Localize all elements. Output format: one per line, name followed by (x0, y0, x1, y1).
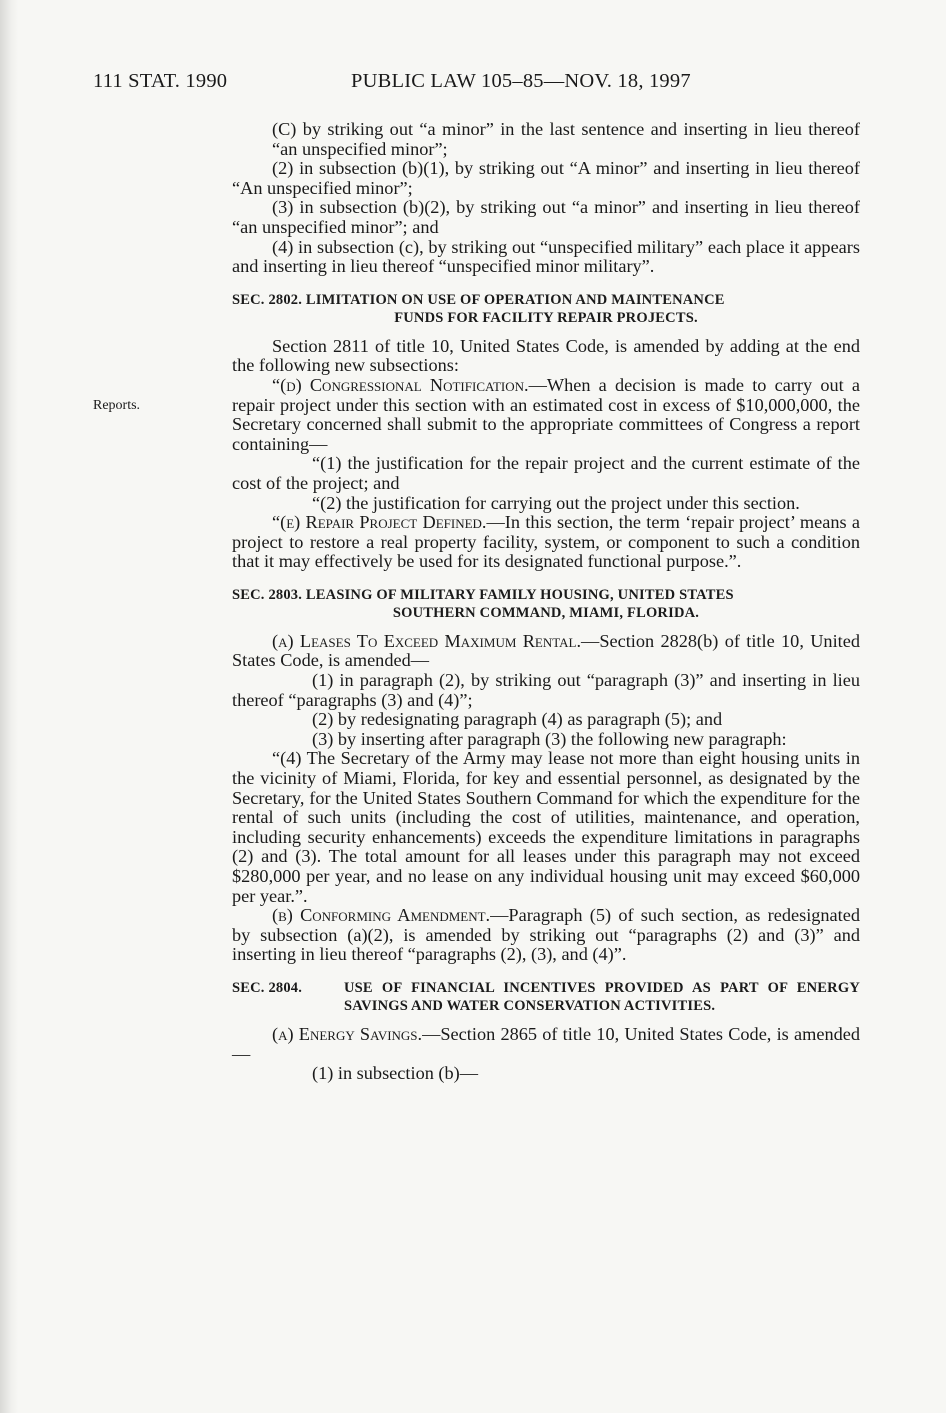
public-law-citation: PUBLIC LAW 105–85—NOV. 18, 1997 (351, 70, 691, 92)
paragraph-4: (4) in subsection (c), by striking out “unspecified military” each place it appears and inserting in lieu thereof “unspecified minor military”. (232, 236, 860, 277)
paragraph-d2: “(2) the justification for carrying out the project under this section. (312, 492, 800, 513)
section-heading-2803 (232, 586, 860, 622)
subsection-a (232, 632, 860, 671)
paragraph-2: (2) in subsection (b)(1), by striking out “A minor” and inserting in lieu thereof “An unspecified minor”; (232, 158, 860, 198)
section-heading-2802 (232, 291, 860, 327)
paragraph-a4: “(4) The Secretary of the Army may lease not more than eight housing units in the vicinity of Miami, Florida, for key and essential personnel, as designated by the Secretary, for the United States Southern Command for which the expenditure for the rental of such units (including the cost of utilities, maintenance, and operation, including security enhancements) exceeds the expenditure limitations in paragraphs (2) and (3). The total amount for all leases under this paragraph may not exceed $280,000 per year, and no lease on any individual housing unit may exceed $60,000 per year.”. (232, 748, 860, 906)
subsection-a-energy (232, 1025, 860, 1064)
subsection-text: —Section 2828(b) of title 10, United States Code, is amended— (232, 630, 860, 671)
subsection-text: —In this section, the term ‘repair project’ means a project to restore a real property facility, system, or component to such a condition that it may effectively be used for its designated functional purpose.”. (232, 512, 860, 572)
subsection-text: —When a decision is made to carry out a repair project under this section with an estimated cost in excess of $10,000,000, the Secretary concerned shall submit to the appropriate committees of Congress a report containing— (232, 374, 860, 454)
section-heading-line: FUNDS FOR FACILITY REPAIR PROJECTS. (394, 309, 698, 326)
subsection-b (232, 906, 860, 965)
subsection-d (232, 376, 860, 454)
paragraph-energy-1: (1) in subsection (b)— (312, 1063, 479, 1084)
paragraph-a3: (3) by inserting after paragraph (3) the following new paragraph: (312, 728, 787, 749)
paragraph-a2: (2) by redesignating paragraph (4) as paragraph (5); and (312, 709, 723, 730)
subsection-heading: (a) Energy Savings. (272, 1023, 423, 1044)
section-heading-line: SOUTHERN COMMAND, MIAMI, FLORIDA. (392, 604, 700, 621)
paragraph-3: (3) in subsection (b)(2), by striking out “a minor” and inserting in lieu thereof “an unspecified minor”; and (232, 197, 860, 237)
page-edge (0, 0, 18, 1413)
subsection-e (232, 513, 860, 572)
subsection-heading: (a) Leases To Exceed Maximum Rental. (272, 630, 582, 651)
subsection-heading: “(e) Repair Project Defined. (272, 512, 487, 533)
margin-note-reports: Reports. (93, 398, 141, 413)
section-2802-intro: Section 2811 of title 10, United States Code, is amended by adding at the end the following new subsections: (232, 335, 860, 376)
paragraph-d1: “(1) the justification for the repair project and the current estimate of the cost of the project; and (232, 453, 860, 493)
running-head (93, 70, 863, 100)
document-body (232, 120, 860, 1084)
subsection-text: —Paragraph (5) of such section, as redesignated by subsection (a)(2), is amended by striking out “paragraphs (2) and (3)” and inserting in lieu thereof “paragraphs (2), (3), and (4)”. (232, 905, 861, 965)
section-heading-line: SEC. 2803. LEASING OF MILITARY FAMILY HOUSING, UNITED STATES (232, 586, 734, 603)
section-title: USE OF FINANCIAL INCENTIVES PROVIDED AS PART OF ENERGY SAVINGS AND WATER CONSERVATION ACTIVITIES. (344, 979, 860, 1014)
section-number: SEC. 2804. (232, 979, 303, 996)
subsection-heading: (b) Conforming Amendment. (272, 905, 491, 926)
section-heading-line: SEC. 2802. LIMITATION ON USE OF OPERATION AND MAINTENANCE (232, 291, 725, 308)
paragraph-c: (C) by striking out “a minor” in the last sentence and inserting in lieu thereof “an unspecified minor”; (272, 119, 860, 159)
section-heading-2804 (232, 979, 860, 1015)
subsection-text: —Section 2865 of title 10, United States Code, is amended— (232, 1023, 860, 1064)
paragraph-a1: (1) in paragraph (2), by striking out “paragraph (3)” and inserting in lieu thereof “paragraphs (3) and (4)”; (232, 670, 860, 710)
statute-page-number: 111 STAT. 1990 (93, 70, 228, 92)
subsection-heading: “(d) Congressional Notification. (272, 374, 529, 395)
